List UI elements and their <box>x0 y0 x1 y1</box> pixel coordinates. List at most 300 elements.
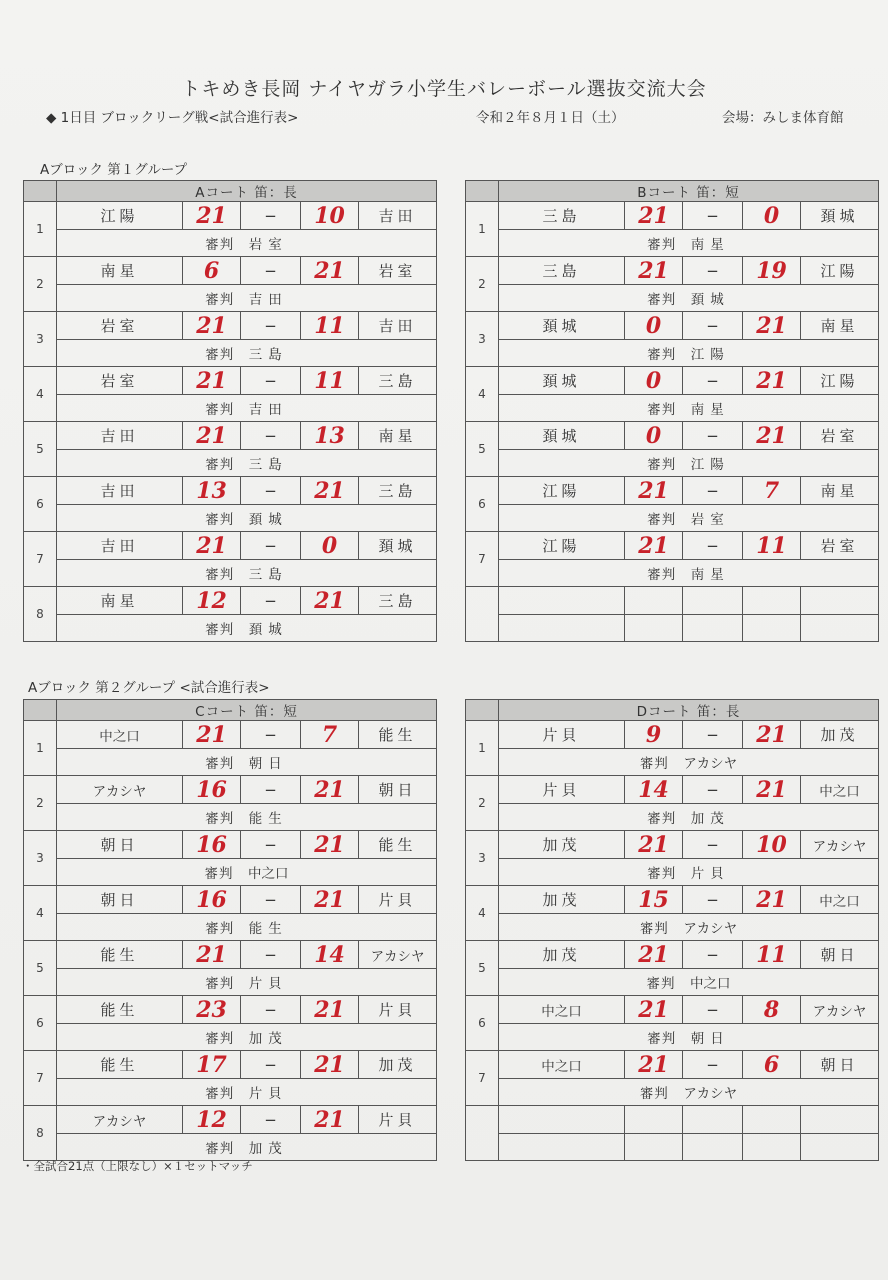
block-1-label: Aブロック 第１グループ <box>40 162 188 178</box>
referee-team: アカシヤ <box>683 1086 738 1102</box>
referee-cell <box>499 230 879 257</box>
court-table-2 <box>23 699 437 1161</box>
match-number: 1 <box>466 721 499 776</box>
match-number <box>466 1106 499 1161</box>
score-b: 21 <box>743 886 801 914</box>
team-b: アカシヤ <box>359 941 437 969</box>
team-a: 片貝 <box>499 776 625 804</box>
score-b: 21 <box>301 1106 359 1134</box>
referee-word: 審判 <box>647 811 677 827</box>
team-b <box>801 1106 879 1134</box>
referee-cell <box>57 1024 437 1051</box>
referee-line <box>57 862 436 882</box>
referee-word: 審判 <box>205 756 235 772</box>
match-number: 2 <box>466 776 499 831</box>
score-dash: − <box>241 587 301 615</box>
referee-line <box>499 972 878 992</box>
score-a: 21 <box>183 202 241 230</box>
tournament-title: トキめき長岡 ナイヤガラ小学生バレーボール選抜交流大会 <box>181 78 707 100</box>
score-dash: − <box>241 831 301 859</box>
referee-team: アカシヤ <box>683 921 738 937</box>
team-b: 片貝 <box>359 996 437 1024</box>
match-row <box>466 1106 879 1134</box>
header-spacer <box>24 181 57 202</box>
team-a: 頚城 <box>499 367 625 395</box>
team-b <box>801 587 879 615</box>
team-a: 岩室 <box>57 367 183 395</box>
referee-line <box>499 1027 878 1047</box>
score-a: 21 <box>625 257 683 285</box>
referee-word: 審判 <box>639 1086 669 1102</box>
referee-line <box>57 453 436 473</box>
match-row <box>466 367 879 395</box>
score-a: 16 <box>183 886 241 914</box>
team-a <box>499 587 625 615</box>
referee-cell <box>499 804 879 831</box>
referee-team: 朝日 <box>690 1031 730 1047</box>
score-dash: − <box>241 257 301 285</box>
team-a: 南星 <box>57 257 183 285</box>
team-b: アカシヤ <box>801 996 879 1024</box>
referee-line <box>499 563 878 583</box>
referee-word: 審判 <box>647 457 677 473</box>
referee-cell <box>499 615 625 642</box>
match-number: 8 <box>24 587 57 642</box>
team-b: 吉田 <box>359 202 437 230</box>
date-text: 令和２年８月１日（土） <box>476 110 625 126</box>
score-b: 10 <box>301 202 359 230</box>
score-b: 7 <box>301 721 359 749</box>
score-dash: − <box>683 886 743 914</box>
empty-cell <box>743 615 801 642</box>
score-dash: − <box>683 1051 743 1079</box>
referee-cell <box>57 1134 437 1161</box>
referee-team: 片貝 <box>690 866 730 882</box>
score-a: 21 <box>183 941 241 969</box>
referee-cell <box>57 804 437 831</box>
score-b: 6 <box>743 1051 801 1079</box>
referee-team: 頚城 <box>248 622 288 638</box>
match-number: 5 <box>466 941 499 996</box>
match-number: 4 <box>24 886 57 941</box>
match-number: 3 <box>24 831 57 886</box>
header-spacer <box>466 700 499 721</box>
score-dash: − <box>683 422 743 450</box>
team-b: 能生 <box>359 721 437 749</box>
score-dash: − <box>241 312 301 340</box>
team-a: 朝日 <box>57 831 183 859</box>
team-b: 片貝 <box>359 1106 437 1134</box>
court-table-1 <box>465 180 879 642</box>
rules-footnote: ・全試合21点（上限なし）×１セットマッチ <box>22 1159 253 1173</box>
referee-line <box>57 917 436 937</box>
match-row <box>24 996 437 1024</box>
team-a: 頚城 <box>499 312 625 340</box>
day-label: ◆ 1日目 ブロックリーグ戦<試合進行表> <box>46 110 299 126</box>
referee-cell <box>499 560 879 587</box>
referee-line <box>57 1137 436 1157</box>
score-b: 21 <box>743 367 801 395</box>
score-a: 21 <box>625 941 683 969</box>
team-a: 加茂 <box>499 831 625 859</box>
match-row <box>466 776 879 804</box>
referee-cell <box>57 749 437 776</box>
score-b <box>743 587 801 615</box>
referee-word: 審判 <box>205 622 235 638</box>
match-row <box>24 1106 437 1134</box>
referee-word: 審判 <box>205 292 235 308</box>
team-a: 三島 <box>499 257 625 285</box>
referee-cell <box>499 285 879 312</box>
referee-team: 頚城 <box>690 292 730 308</box>
referee-cell <box>499 1024 879 1051</box>
score-dash: − <box>241 941 301 969</box>
match-row <box>24 257 437 285</box>
score-b: 21 <box>743 422 801 450</box>
score-b: 11 <box>743 941 801 969</box>
referee-line <box>57 508 436 528</box>
referee-cell <box>57 914 437 941</box>
match-row <box>24 776 437 804</box>
team-b: 江陽 <box>801 367 879 395</box>
score-dash: − <box>683 776 743 804</box>
referee-line <box>499 398 878 418</box>
referee-word: 審判 <box>205 1141 235 1157</box>
score-dash: − <box>683 831 743 859</box>
score-b: 21 <box>301 1051 359 1079</box>
match-number: 4 <box>466 367 499 422</box>
referee-team: 三島 <box>248 347 288 363</box>
team-b: 中之口 <box>801 886 879 914</box>
referee-team: 能生 <box>248 921 288 937</box>
referee-word: 審判 <box>647 237 677 253</box>
score-dash <box>683 1106 743 1134</box>
referee-word: 審判 <box>647 567 677 583</box>
team-b: 江陽 <box>801 257 879 285</box>
team-a: 三島 <box>499 202 625 230</box>
referee-line <box>57 752 436 772</box>
match-number: 7 <box>466 532 499 587</box>
team-a: 江陽 <box>499 532 625 560</box>
score-a: 0 <box>625 367 683 395</box>
referee-cell <box>57 615 437 642</box>
referee-word: 審判 <box>205 237 235 253</box>
venue-text: 会場：みしま体育館 <box>722 110 844 126</box>
team-a: 頚城 <box>499 422 625 450</box>
score-b: 21 <box>301 996 359 1024</box>
match-number: 7 <box>24 532 57 587</box>
referee-line <box>57 398 436 418</box>
referee-team: 三島 <box>248 457 288 473</box>
score-a: 16 <box>183 776 241 804</box>
referee-cell <box>499 395 879 422</box>
referee-line <box>499 233 878 253</box>
score-b: 14 <box>301 941 359 969</box>
court-title: Cコート 笛：短 <box>57 700 437 721</box>
referee-cell <box>57 560 437 587</box>
score-dash: − <box>683 367 743 395</box>
referee-word: 審判 <box>646 976 676 992</box>
referee-line <box>57 1027 436 1047</box>
empty-cell <box>801 1134 879 1161</box>
match-row <box>466 312 879 340</box>
match-number: 6 <box>466 477 499 532</box>
team-a: 中之口 <box>499 1051 625 1079</box>
score-a: 21 <box>625 996 683 1024</box>
match-number: 2 <box>466 257 499 312</box>
match-row <box>466 996 879 1024</box>
empty-cell <box>743 1134 801 1161</box>
referee-cell <box>499 1079 879 1106</box>
referee-cell <box>499 450 879 477</box>
match-number: 3 <box>466 831 499 886</box>
referee-word: 審判 <box>205 976 235 992</box>
score-dash: − <box>241 477 301 505</box>
referee-line <box>57 807 436 827</box>
team-b: 頚城 <box>801 202 879 230</box>
score-a: 9 <box>625 721 683 749</box>
referee-cell <box>57 450 437 477</box>
referee-word: 審判 <box>205 567 235 583</box>
referee-team: 江陽 <box>690 457 730 473</box>
referee-cell <box>57 505 437 532</box>
match-row <box>466 477 879 505</box>
match-row <box>466 532 879 560</box>
score-a: 21 <box>625 831 683 859</box>
score-dash: − <box>241 776 301 804</box>
referee-team: 能生 <box>248 811 288 827</box>
score-a: 21 <box>183 422 241 450</box>
score-a: 21 <box>183 721 241 749</box>
referee-team: 中之口 <box>690 976 731 992</box>
referee-team: 加茂 <box>690 811 730 827</box>
team-b: 三島 <box>359 477 437 505</box>
score-a <box>625 1106 683 1134</box>
team-a: 加茂 <box>499 886 625 914</box>
referee-line <box>57 563 436 583</box>
score-dash: − <box>683 312 743 340</box>
referee-cell <box>499 914 879 941</box>
team-b: 吉田 <box>359 312 437 340</box>
match-row <box>24 422 437 450</box>
referee-word: 審判 <box>639 921 669 937</box>
referee-team: 南星 <box>690 237 730 253</box>
score-dash: − <box>241 996 301 1024</box>
score-b: 8 <box>743 996 801 1024</box>
score-a: 16 <box>183 831 241 859</box>
referee-cell <box>57 230 437 257</box>
score-dash: − <box>241 721 301 749</box>
referee-team: 頚城 <box>248 512 288 528</box>
referee-word: 審判 <box>205 921 235 937</box>
team-b: 能生 <box>359 831 437 859</box>
score-b: 19 <box>743 257 801 285</box>
match-row <box>24 721 437 749</box>
referee-cell <box>499 749 879 776</box>
team-b: 頚城 <box>359 532 437 560</box>
referee-team: 吉田 <box>248 402 288 418</box>
court-table-0 <box>23 180 437 642</box>
referee-line <box>499 917 878 937</box>
team-b: 三島 <box>359 367 437 395</box>
referee-cell <box>57 395 437 422</box>
referee-cell <box>57 859 437 886</box>
score-b: 21 <box>301 886 359 914</box>
match-row <box>24 202 437 230</box>
empty-cell <box>801 615 879 642</box>
referee-team: 吉田 <box>248 292 288 308</box>
score-a: 21 <box>625 532 683 560</box>
referee-team: 中之口 <box>248 866 289 882</box>
score-b: 21 <box>743 312 801 340</box>
referee-word: 審判 <box>647 866 677 882</box>
match-row <box>24 312 437 340</box>
team-b: 加茂 <box>359 1051 437 1079</box>
referee-line <box>499 343 878 363</box>
score-dash: − <box>683 721 743 749</box>
match-number: 5 <box>24 941 57 996</box>
match-row <box>24 477 437 505</box>
referee-line <box>499 288 878 308</box>
match-number <box>466 587 499 642</box>
match-number: 3 <box>24 312 57 367</box>
referee-cell <box>499 340 879 367</box>
match-number: 8 <box>24 1106 57 1161</box>
score-b: 7 <box>743 477 801 505</box>
team-a: 吉田 <box>57 477 183 505</box>
match-number: 3 <box>466 312 499 367</box>
team-b: 南星 <box>359 422 437 450</box>
score-b: 21 <box>743 721 801 749</box>
score-dash <box>683 587 743 615</box>
score-dash: − <box>683 996 743 1024</box>
match-row <box>466 202 879 230</box>
score-b: 11 <box>743 532 801 560</box>
referee-line <box>499 453 878 473</box>
referee-team: 三島 <box>248 567 288 583</box>
referee-line <box>499 752 878 772</box>
team-b: 加茂 <box>801 721 879 749</box>
score-dash: − <box>683 202 743 230</box>
team-b: 三島 <box>359 587 437 615</box>
court-table-3 <box>465 699 879 1161</box>
referee-word: 審判 <box>205 811 235 827</box>
match-row <box>466 257 879 285</box>
match-row <box>466 941 879 969</box>
referee-cell <box>57 969 437 996</box>
score-dash: − <box>683 532 743 560</box>
score-a: 17 <box>183 1051 241 1079</box>
match-number: 1 <box>466 202 499 257</box>
score-a: 23 <box>183 996 241 1024</box>
referee-team: 南星 <box>690 402 730 418</box>
team-a: 南星 <box>57 587 183 615</box>
team-b: 朝日 <box>801 941 879 969</box>
score-dash: − <box>683 257 743 285</box>
score-b: 10 <box>743 831 801 859</box>
match-row <box>24 886 437 914</box>
match-number: 2 <box>24 257 57 312</box>
referee-team: 岩室 <box>248 237 288 253</box>
referee-word: 審判 <box>647 402 677 418</box>
match-number: 1 <box>24 202 57 257</box>
team-a: アカシヤ <box>57 776 183 804</box>
score-dash: − <box>683 477 743 505</box>
team-a: 能生 <box>57 1051 183 1079</box>
court-title: Aコート 笛：長 <box>57 181 437 202</box>
match-number: 1 <box>24 721 57 776</box>
match-number: 4 <box>466 886 499 941</box>
score-dash: − <box>241 886 301 914</box>
court-title: Dコート 笛：長 <box>499 700 879 721</box>
referee-team: 朝日 <box>248 756 288 772</box>
referee-line <box>499 862 878 882</box>
team-b: 岩室 <box>801 532 879 560</box>
score-dash: − <box>241 367 301 395</box>
team-a: 吉田 <box>57 532 183 560</box>
match-number: 6 <box>466 996 499 1051</box>
referee-line <box>57 618 436 638</box>
match-row <box>466 721 879 749</box>
score-a: 21 <box>625 202 683 230</box>
score-b: 21 <box>743 776 801 804</box>
empty-cell <box>683 1134 743 1161</box>
referee-cell <box>499 859 879 886</box>
score-a: 6 <box>183 257 241 285</box>
referee-cell <box>57 340 437 367</box>
score-b: 21 <box>301 831 359 859</box>
score-a: 0 <box>625 422 683 450</box>
score-a: 14 <box>625 776 683 804</box>
match-row <box>24 1051 437 1079</box>
referee-word: 審判 <box>205 1031 235 1047</box>
referee-cell <box>499 969 879 996</box>
referee-line <box>57 233 436 253</box>
court-title: Bコート 笛：短 <box>499 181 879 202</box>
block-2-label: Aブロック 第２グループ <試合進行表> <box>28 680 270 696</box>
referee-line <box>57 288 436 308</box>
score-a: 21 <box>183 312 241 340</box>
score-dash: − <box>683 941 743 969</box>
team-b: 中之口 <box>801 776 879 804</box>
header-spacer <box>24 700 57 721</box>
referee-team: 岩室 <box>690 512 730 528</box>
match-row <box>24 941 437 969</box>
match-row <box>24 367 437 395</box>
referee-line <box>57 343 436 363</box>
referee-word: 審判 <box>647 1031 677 1047</box>
team-a: 中之口 <box>57 721 183 749</box>
match-number: 7 <box>466 1051 499 1106</box>
score-b: 11 <box>301 367 359 395</box>
empty-cell <box>683 615 743 642</box>
referee-line <box>499 807 878 827</box>
match-row <box>466 422 879 450</box>
referee-line <box>57 972 436 992</box>
team-a <box>499 1106 625 1134</box>
team-a: 江陽 <box>499 477 625 505</box>
match-number: 4 <box>24 367 57 422</box>
referee-cell <box>57 285 437 312</box>
score-dash: − <box>241 532 301 560</box>
team-a: 吉田 <box>57 422 183 450</box>
team-b: 朝日 <box>359 776 437 804</box>
team-a: 能生 <box>57 941 183 969</box>
team-a: 朝日 <box>57 886 183 914</box>
referee-cell <box>499 1134 625 1161</box>
score-a: 21 <box>183 532 241 560</box>
score-b: 0 <box>301 532 359 560</box>
